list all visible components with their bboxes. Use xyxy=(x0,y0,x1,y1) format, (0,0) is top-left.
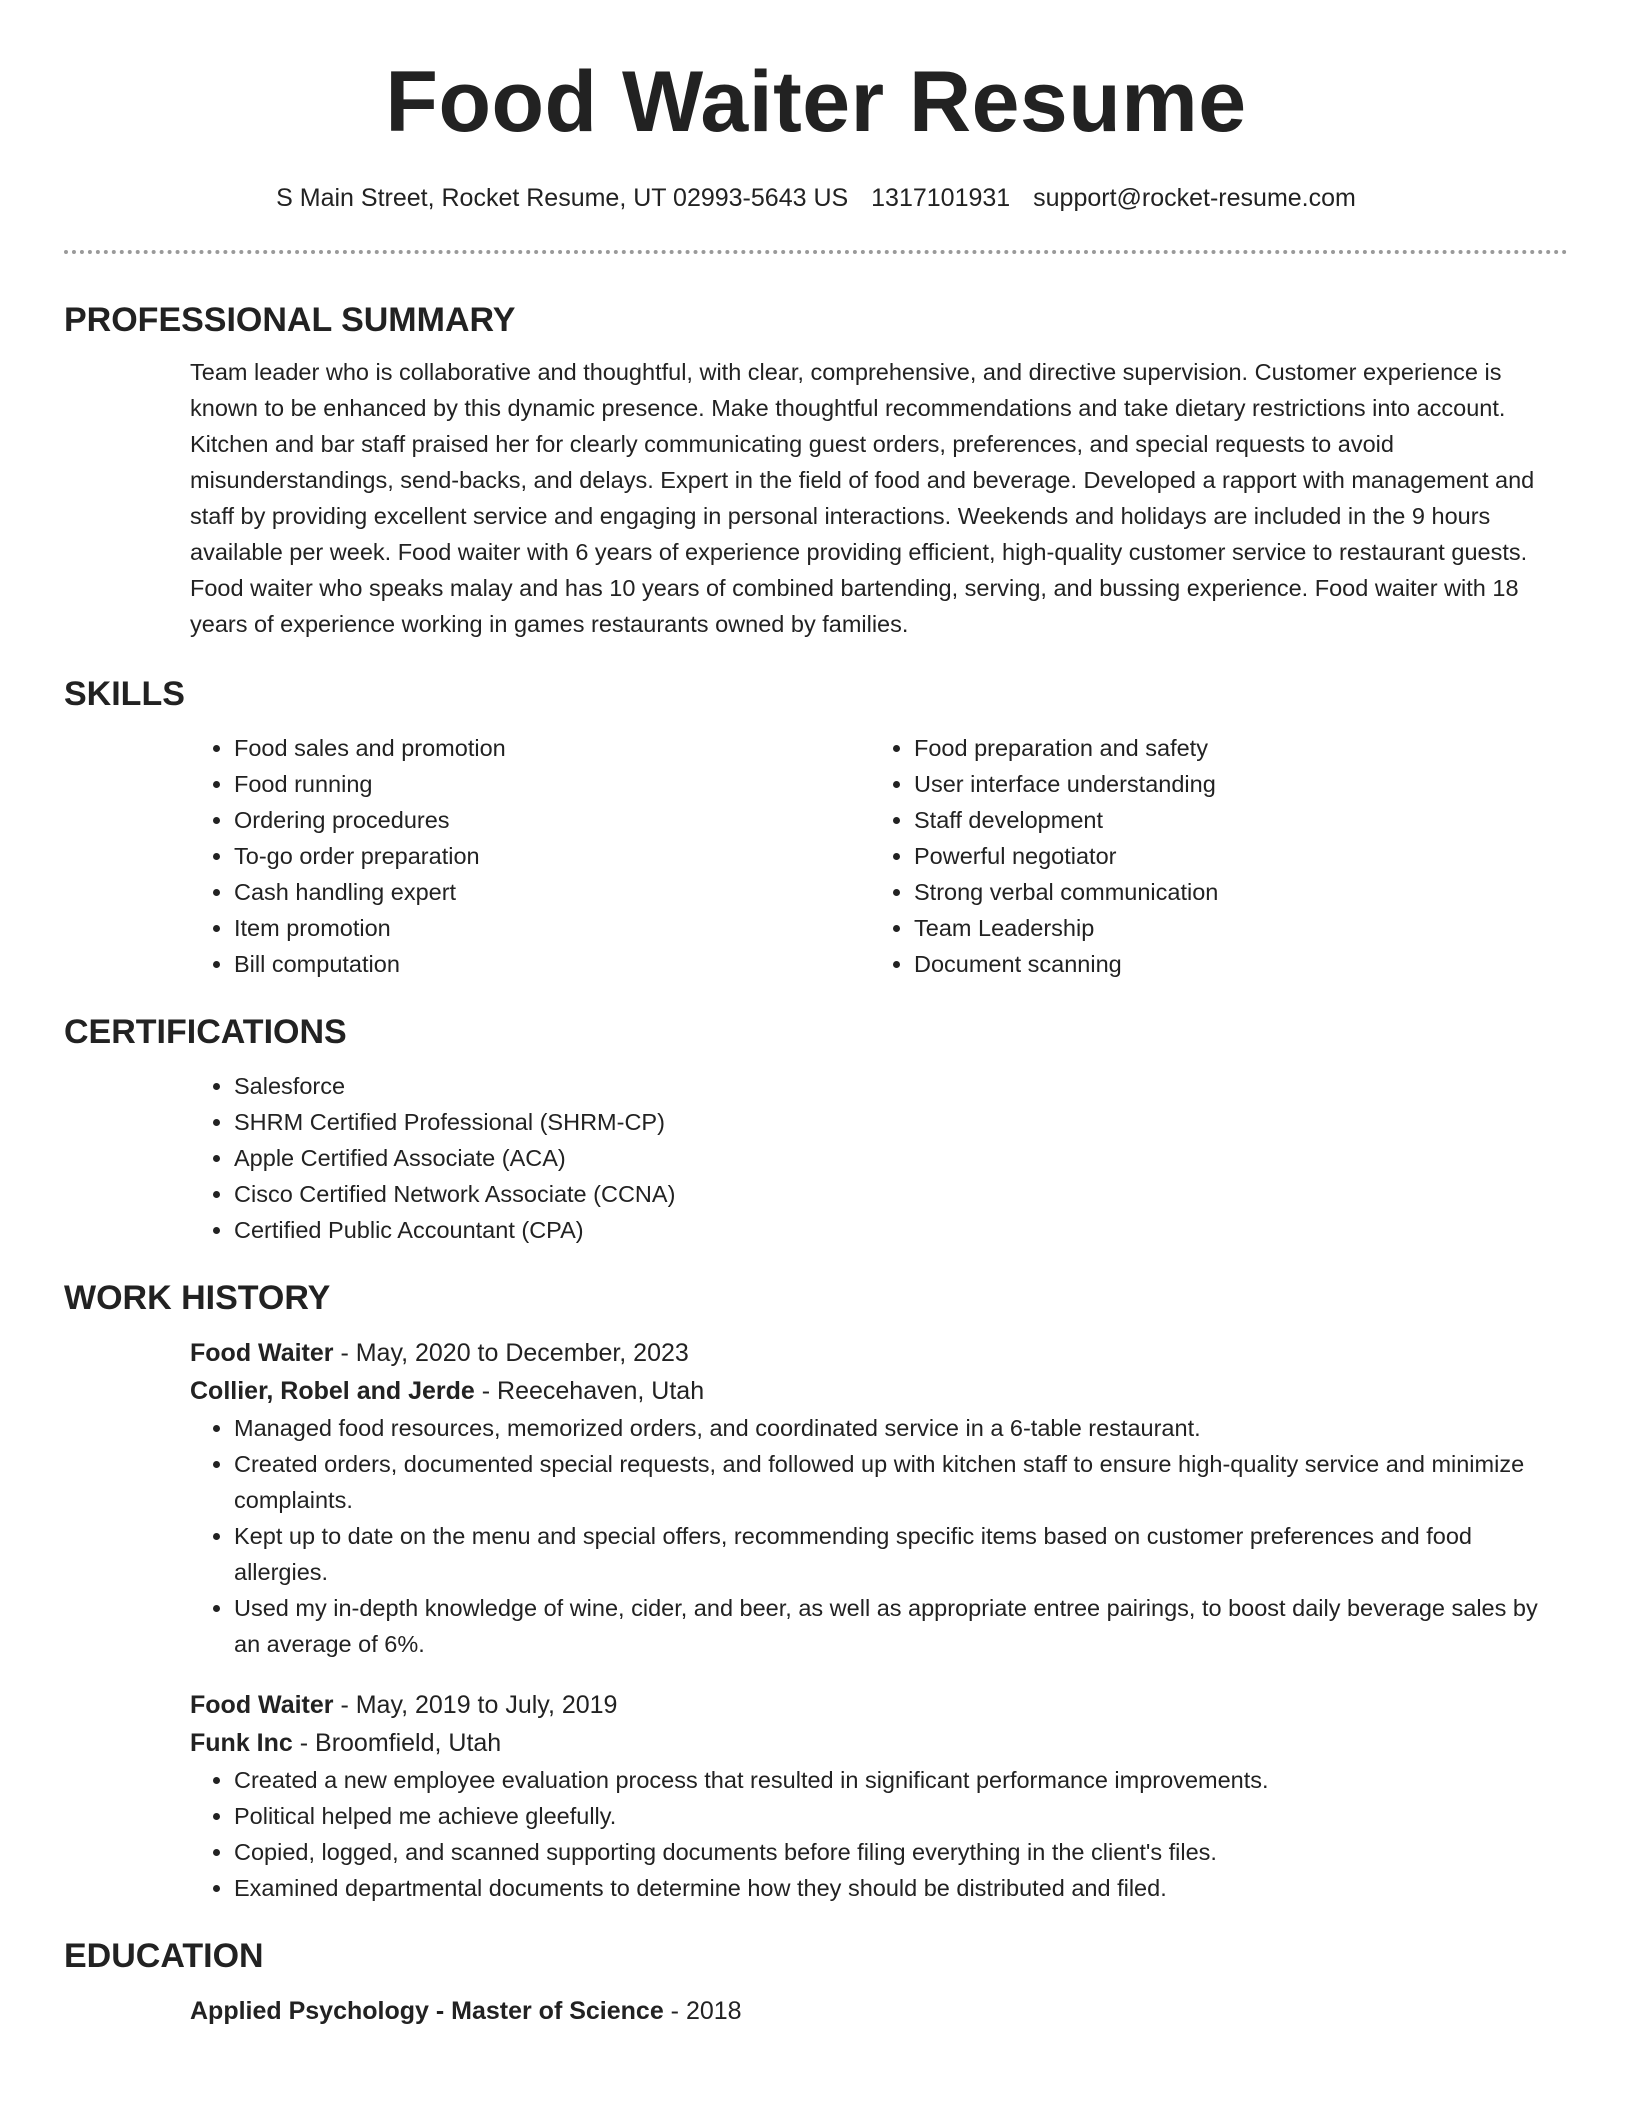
certification-item: • Salesforce xyxy=(234,1068,1568,1104)
job-bullet: • Created a new employee evaluation process that resulted in significant performance improvements. xyxy=(234,1762,1568,1798)
skill-item: • Bill computation xyxy=(234,946,870,982)
job-company: Funk Inc xyxy=(190,1729,293,1757)
job-title: Food Waiter xyxy=(190,1339,334,1367)
certification-item: • Apple Certified Associate (ACA) xyxy=(234,1140,1568,1176)
job-title-line xyxy=(190,1686,1568,1724)
summary-section xyxy=(190,354,1568,642)
job-bullet: • Used my in-depth knowledge of wine, cider, and beer, as well as appropriate entree pairings, to boost daily beverage sales by an average of 6%. xyxy=(234,1590,1568,1662)
skill-item: • Team Leadership xyxy=(914,910,1550,946)
skill-item: • Staff development xyxy=(914,802,1550,838)
work-history-section xyxy=(190,1334,1568,1906)
job-bullet: • Created orders, documented special requests, and followed up with kitchen staff to ensure high-quality service and minimize complaints. xyxy=(234,1446,1568,1518)
job-bullet: • Kept up to date on the menu and special offers, recommending specific items based on customer preferences and food allergies. xyxy=(234,1518,1568,1590)
job-company-line xyxy=(190,1724,1568,1762)
certifications-section xyxy=(190,1068,1568,1248)
job-entry xyxy=(190,1334,1568,1662)
skill-item: • Item promotion xyxy=(234,910,870,946)
certification-item: • Certified Public Accountant (CPA) xyxy=(234,1212,1568,1248)
job-bullet: • Political helped me achieve gleefully. xyxy=(234,1798,1568,1834)
header-divider xyxy=(64,250,1568,254)
skills-section xyxy=(190,730,1568,982)
certification-item: • SHRM Certified Professional (SHRM-CP) xyxy=(234,1104,1568,1140)
education-heading: EDUCATION xyxy=(64,1937,264,1975)
skill-item: • Strong verbal communication xyxy=(914,874,1550,910)
skill-item: • Cash handling expert xyxy=(234,874,870,910)
job-bullets xyxy=(190,1410,1568,1662)
education-line xyxy=(190,1992,1568,2030)
summary-heading: PROFESSIONAL SUMMARY xyxy=(64,301,516,339)
job-company-line xyxy=(190,1372,1568,1410)
work-history-heading: WORK HISTORY xyxy=(64,1279,331,1317)
skill-item: • Food preparation and safety xyxy=(914,730,1550,766)
skills-column-right xyxy=(870,730,1550,982)
skill-item: • Document scanning xyxy=(914,946,1550,982)
job-company: Collier, Robel and Jerde xyxy=(190,1377,475,1405)
skills-heading: SKILLS xyxy=(64,675,185,713)
job-dates: - May, 2019 to July, 2019 xyxy=(333,1691,618,1719)
job-bullets xyxy=(190,1762,1568,1906)
resume-title: Food Waiter Resume xyxy=(385,54,1247,150)
resume-content xyxy=(64,296,1568,2030)
contact-line xyxy=(0,180,1632,216)
skill-item: • To-go order preparation xyxy=(234,838,870,874)
skill-item: • Ordering procedures xyxy=(234,802,870,838)
job-title-line xyxy=(190,1334,1568,1372)
job-bullet: • Examined departmental documents to determine how they should be distributed and filed. xyxy=(234,1870,1568,1906)
job-title: Food Waiter xyxy=(190,1691,334,1719)
education-degree: Applied Psychology - Master of Science xyxy=(190,1997,664,2025)
skill-item: • Powerful negotiator xyxy=(914,838,1550,874)
skills-column-left xyxy=(190,730,870,982)
skill-item: • User interface understanding xyxy=(914,766,1550,802)
education-year: - 2018 xyxy=(663,1997,742,2025)
job-entry xyxy=(190,1686,1568,1906)
job-location: - Reecehaven, Utah xyxy=(474,1377,705,1405)
summary-text: Team leader who is collaborative and thoughtful, with clear, comprehensive, and directive supervision. Customer experience is known to be enhanced by this dynamic presence. Make thoughtful recommendations and take dietary restrictions into account. Kitchen and bar staff praised her for clearly communicating guest orders, preferences, and special requests to avoid misunderstandings, send-backs, and delays. Expert in the field of food and beverage. Developed a rapport with management and staff by providing excellent service and engaging in personal interactions. Weekends and holidays are included in the 9 hours available per week. Food waiter with 6 years of experience providing efficient, high-quality customer service to restaurant guests. Food waiter who speaks malay and has 10 years of combined bartending, serving, and bussing experience. Food waiter with 18 years of experience working in games restaurants owned by families. xyxy=(190,359,1535,637)
contact-email: support@rocket-resume.com xyxy=(1033,184,1356,212)
job-dates: - May, 2020 to December, 2023 xyxy=(333,1339,689,1367)
education-section xyxy=(190,1992,1568,2030)
skill-item: • Food sales and promotion xyxy=(234,730,870,766)
contact-phone: 1317101931 xyxy=(871,184,1011,212)
job-bullet: • Managed food resources, memorized orders, and coordinated service in a 6-table restaurant. xyxy=(234,1410,1568,1446)
skill-item: • Food running xyxy=(234,766,870,802)
certification-item: • Cisco Certified Network Associate (CCNA) xyxy=(234,1176,1568,1212)
job-location: - Broomfield, Utah xyxy=(292,1729,502,1757)
contact-address: S Main Street, Rocket Resume, UT 02993-5643 US xyxy=(276,184,849,212)
certifications-heading: CERTIFICATIONS xyxy=(64,1013,347,1051)
job-bullet: • Copied, logged, and scanned supporting documents before filing everything in the client's files. xyxy=(234,1834,1568,1870)
